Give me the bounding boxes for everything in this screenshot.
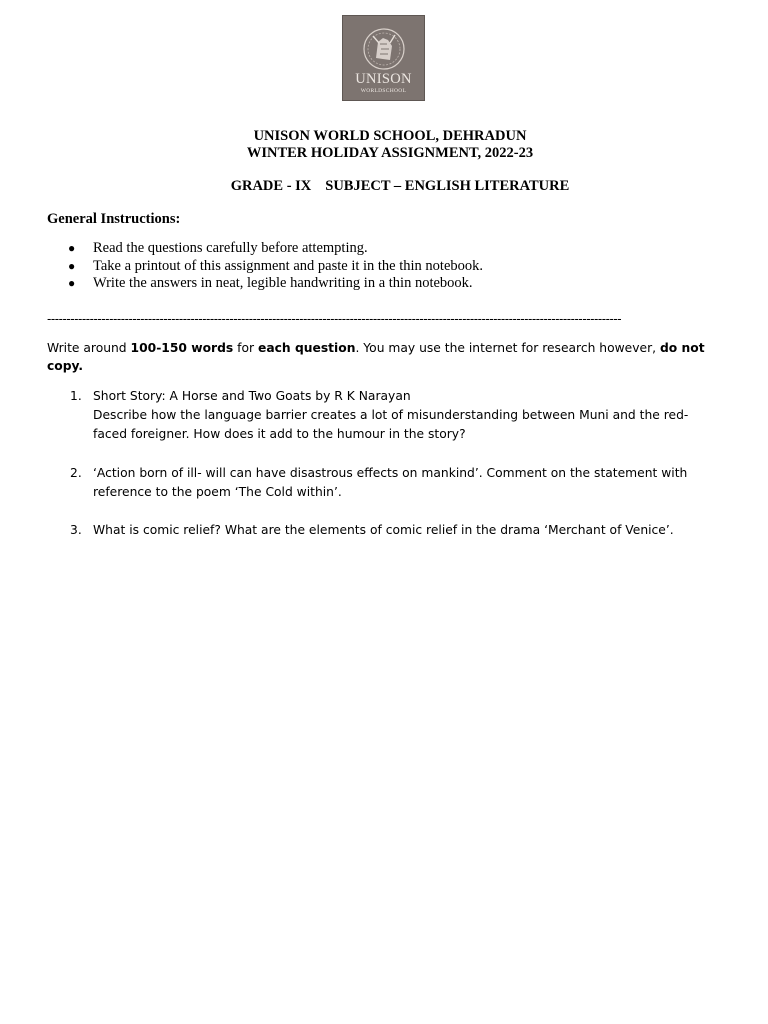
general-instructions-heading: General Instructions: xyxy=(47,211,181,227)
school-logo xyxy=(342,15,425,101)
question-title: Short Story: A Horse and Two Goats by R K Narayan xyxy=(93,389,411,403)
grade-subject-line xyxy=(10,178,768,195)
dashed-divider: ---------------------------------------------------------------------------------------------------------------------------------------------------- xyxy=(47,311,622,326)
question-number: 3. xyxy=(70,523,82,537)
instructions-list xyxy=(48,240,483,293)
school-name: UNISON WORLD SCHOOL, DEHRADUN xyxy=(253,128,527,144)
list-item: ● Take a printout of this assignment and paste it in the thin notebook. xyxy=(68,257,484,274)
logo-wordmark: UNISON xyxy=(355,71,412,87)
question-2 xyxy=(70,464,710,502)
assignment-title: WINTER HOLIDAY ASSIGNMENT, 2022-23 xyxy=(246,145,534,161)
question-number: 2. xyxy=(70,466,82,480)
question-1 xyxy=(70,387,710,444)
bullet-icon: ● xyxy=(68,258,76,273)
logo-subtitle: WORLDSCHOOL xyxy=(360,88,407,94)
question-text: What is comic relief? What are the elements of comic relief in the drama ‘Merchant of Venice’. xyxy=(93,523,674,537)
subject-label: SUBJECT – ENGLISH LITERATURE xyxy=(325,178,570,194)
bullet-icon: ● xyxy=(68,276,76,290)
question-text: ‘Action born of ill- will can have disastrous effects on mankind’. Comment on the statement with reference to the poem ‘The Cold within’. xyxy=(93,466,688,499)
question-3 xyxy=(70,521,710,540)
bullet-icon: ● xyxy=(68,241,76,255)
list-item: ● Read the questions carefully before attempting. xyxy=(68,240,368,256)
list-item: ● Write the answers in neat, legible handwriting in a thin notebook. xyxy=(68,275,473,291)
question-text: Describe how the language barrier creates a lot of misunderstanding between Muni and the red-faced foreigner. How does it add to the humour in the story? xyxy=(93,408,689,441)
grade-label: GRADE - IX xyxy=(230,178,312,194)
question-number: 1. xyxy=(70,389,82,403)
intro-paragraph: Write around 100-150 words for each question. You may use the internet for research however, do not copy. xyxy=(47,341,705,373)
